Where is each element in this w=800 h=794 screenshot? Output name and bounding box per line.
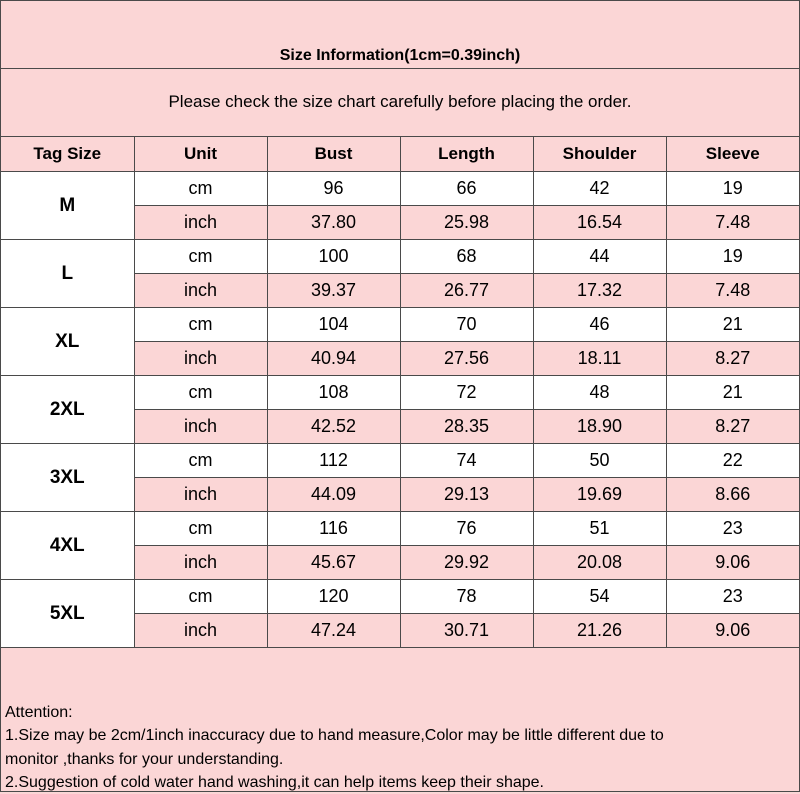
sleeve-cell: 23	[666, 580, 799, 614]
bust-cell: 44.09	[267, 478, 400, 512]
tag-size-cell: 3XL	[1, 444, 134, 512]
chart-title-text: Size Information(1cm=0.39inch)	[279, 47, 521, 64]
bust-cell: 96	[267, 172, 400, 206]
tag-size-cell: XL	[1, 308, 134, 376]
shoulder-cell: 54	[533, 580, 666, 614]
attention-heading: Attention:	[5, 704, 73, 721]
length-cell: 76	[400, 512, 533, 546]
shoulder-cell: 18.90	[533, 410, 666, 444]
bust-cell: 104	[267, 308, 400, 342]
table-row	[1, 376, 799, 410]
unit-cell: cm	[134, 308, 267, 342]
attention-line-2: 2.Suggestion of cold water hand washing,it can help items keep their shape.	[5, 773, 544, 791]
size-table	[1, 137, 799, 648]
bust-cell: 39.37	[267, 274, 400, 308]
length-cell: 70	[400, 308, 533, 342]
unit-cell: cm	[134, 580, 267, 614]
length-cell: 29.13	[400, 478, 533, 512]
unit-cell: inch	[134, 546, 267, 580]
unit-cell: inch	[134, 342, 267, 376]
bust-cell: 120	[267, 580, 400, 614]
header-bust: Bust	[267, 137, 400, 172]
table-row	[1, 512, 799, 546]
attention-notes	[5, 701, 795, 794]
unit-cell: inch	[134, 206, 267, 240]
tag-size-cell: L	[1, 240, 134, 308]
order-notice	[1, 69, 799, 137]
unit-cell: inch	[134, 274, 267, 308]
bust-cell: 42.52	[267, 410, 400, 444]
attention-line-1a: 1.Size may be 2cm/1inch inaccuracy due to hand measure,Color may be little different due to	[5, 727, 664, 745]
shoulder-cell: 50	[533, 444, 666, 478]
shoulder-cell: 17.32	[533, 274, 666, 308]
tag-size-cell: 2XL	[1, 376, 134, 444]
sleeve-cell: 8.66	[666, 478, 799, 512]
length-cell: 68	[400, 240, 533, 274]
header-tag-size: Tag Size	[1, 137, 134, 172]
sleeve-cell: 23	[666, 512, 799, 546]
shoulder-cell: 19.69	[533, 478, 666, 512]
bust-cell: 45.67	[267, 546, 400, 580]
table-row	[1, 172, 799, 206]
shoulder-cell: 46	[533, 308, 666, 342]
length-cell: 27.56	[400, 342, 533, 376]
shoulder-cell: 51	[533, 512, 666, 546]
bust-cell: 100	[267, 240, 400, 274]
attention-line-1b: monitor ,thanks for your understanding.	[5, 750, 284, 768]
tag-size-cell: 5XL	[1, 580, 134, 648]
table-row	[1, 308, 799, 342]
header-length: Length	[400, 137, 533, 172]
sleeve-cell: 9.06	[666, 614, 799, 648]
shoulder-cell: 21.26	[533, 614, 666, 648]
tag-size-cell: 4XL	[1, 512, 134, 580]
bust-cell: 40.94	[267, 342, 400, 376]
length-cell: 28.35	[400, 410, 533, 444]
chart-title	[1, 1, 799, 69]
length-cell: 66	[400, 172, 533, 206]
unit-cell: inch	[134, 478, 267, 512]
unit-cell: cm	[134, 444, 267, 478]
bust-cell: 108	[267, 376, 400, 410]
unit-cell: inch	[134, 614, 267, 648]
sleeve-cell: 21	[666, 308, 799, 342]
table-row	[1, 240, 799, 274]
sleeve-cell: 7.48	[666, 206, 799, 240]
table-row	[1, 444, 799, 478]
unit-cell: cm	[134, 172, 267, 206]
sleeve-cell: 21	[666, 376, 799, 410]
shoulder-cell: 48	[533, 376, 666, 410]
sleeve-cell: 8.27	[666, 342, 799, 376]
shoulder-cell: 20.08	[533, 546, 666, 580]
order-notice-text: Please check the size chart carefully before placing the order.	[168, 91, 632, 111]
header-unit: Unit	[134, 137, 267, 172]
length-cell: 29.92	[400, 546, 533, 580]
length-cell: 30.71	[400, 614, 533, 648]
sleeve-cell: 8.27	[666, 410, 799, 444]
sleeve-cell: 9.06	[666, 546, 799, 580]
length-cell: 25.98	[400, 206, 533, 240]
sleeve-cell: 19	[666, 240, 799, 274]
header-sleeve: Sleeve	[666, 137, 799, 172]
header-shoulder: Shoulder	[533, 137, 666, 172]
shoulder-cell: 16.54	[533, 206, 666, 240]
sleeve-cell: 7.48	[666, 274, 799, 308]
length-cell: 78	[400, 580, 533, 614]
length-cell: 26.77	[400, 274, 533, 308]
bust-cell: 116	[267, 512, 400, 546]
bust-cell: 37.80	[267, 206, 400, 240]
length-cell: 72	[400, 376, 533, 410]
sleeve-cell: 19	[666, 172, 799, 206]
sleeve-cell: 22	[666, 444, 799, 478]
bust-cell: 47.24	[267, 614, 400, 648]
unit-cell: cm	[134, 376, 267, 410]
bust-cell: 112	[267, 444, 400, 478]
shoulder-cell: 42	[533, 172, 666, 206]
shoulder-cell: 18.11	[533, 342, 666, 376]
size-table-body	[1, 172, 799, 648]
shoulder-cell: 44	[533, 240, 666, 274]
length-cell: 74	[400, 444, 533, 478]
unit-cell: inch	[134, 410, 267, 444]
unit-cell: cm	[134, 240, 267, 274]
unit-cell: cm	[134, 512, 267, 546]
table-row	[1, 580, 799, 614]
tag-size-cell: M	[1, 172, 134, 240]
table-header-row	[1, 137, 799, 172]
